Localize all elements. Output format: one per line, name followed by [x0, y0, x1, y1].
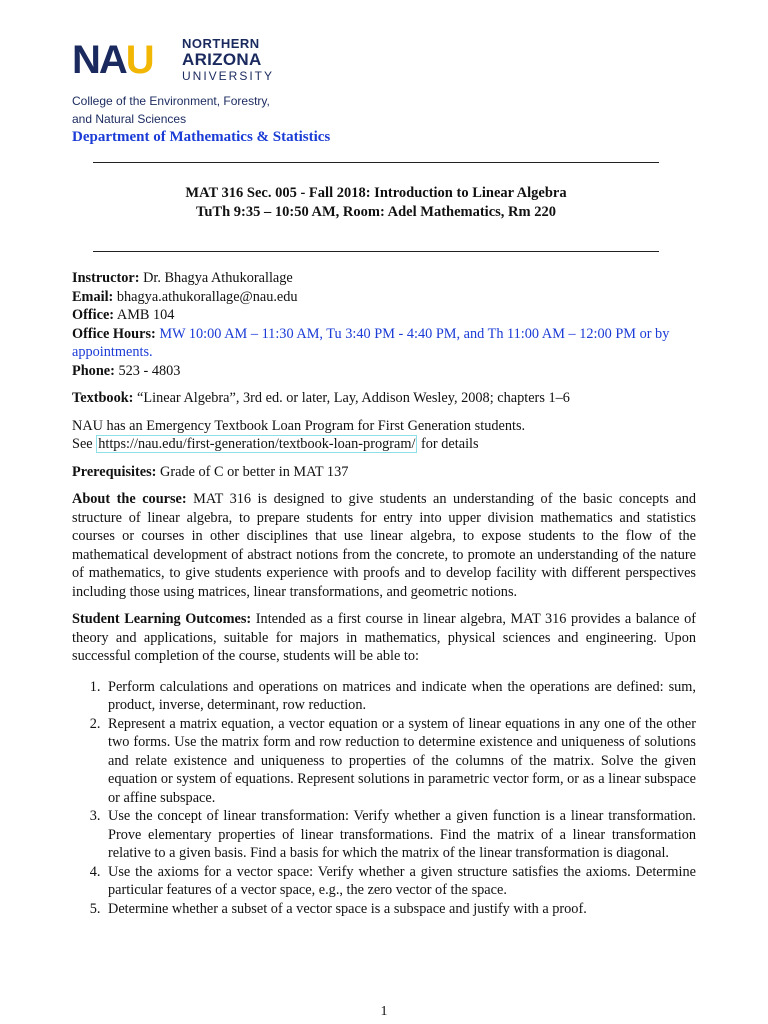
learning-outcomes-paragraph [72, 610, 696, 666]
list-item: 1. Perform calculations and operations on matrices and indicate when the operations are defined: sum, product, inverse, determinant, row reduction. [104, 678, 696, 715]
header-rule-top [93, 162, 659, 163]
course-schedule-line: TuTh 9:35 – 10:50 AM, Room: Adel Mathematics, Rm 220 [196, 204, 556, 220]
prerequisites-label: Prerequisites: [72, 463, 157, 480]
department-name: Department of Mathematics & Statistics [72, 129, 331, 145]
instructor-label: Instructor: [72, 270, 140, 286]
phone-label: Phone: [72, 362, 115, 379]
learning-outcomes-list [72, 678, 696, 919]
nau-logo-mark [72, 38, 153, 82]
course-title [93, 184, 659, 222]
office-value: AMB 104 [114, 307, 175, 323]
header-rule-bottom [93, 251, 659, 252]
instructor-row [72, 269, 696, 288]
nau-logo-wordmark [182, 36, 274, 84]
loan-after-text: for details [417, 436, 479, 452]
logo-mark-suffix: U [125, 38, 153, 82]
learning-outcomes-label: Student Learning Outcomes: [72, 611, 252, 627]
course-title-line: MAT 316 Sec. 005 - Fall 2018: Introduction to Linear Algebra [185, 185, 567, 201]
prerequisites-value: Grade of C or better in MAT 137 [156, 463, 349, 480]
college-name [72, 92, 270, 128]
prerequisites-row [72, 463, 696, 482]
email-value[interactable]: bhagya.athukorallage@nau.edu [113, 288, 298, 305]
about-course-text: MAT 316 is designed to give students an understanding of the basic concepts and structure of linear algebra, to prepare students for entry into upper division mathematics and statistics courses or courses in other disciplines that use linear algebra, to expose students to the flow of the mathematical development of abstract notions from the concrete, to promote an understanding of the nature of mathematics, to give students experience with proofs and to develop facility with different perspectives including those using matrices, linear transformations, and geometric notions. [72, 491, 696, 600]
email-label: Email: [72, 288, 114, 305]
nau-logo [72, 36, 312, 88]
learning-outcomes-intro: Intended as a first course in linear algebra, MAT 316 provides a balance of theory and applications, suitable for majors in mathematics, physical sciences and engineering. Upon successful completion of the course, students will be able to: [72, 611, 696, 664]
list-item: 2. Represent a matrix equation, a vector equation or a system of linear equations in any one of the other two forms. Use the matrix form and row reduction to determine existence and uniqueness of solutions and relate existence and uniqueness to properties of the columns of the matrix. Solve the given equation or system of equations. Represent solutions in parametric vector form, or as a linear subspace or affine subspace. [104, 715, 696, 808]
phone-row [72, 362, 696, 381]
logo-line-northern: NORTHERN [182, 36, 260, 51]
loan-program-line: NAU has an Emergency Textbook Loan Program for First Generation students. [72, 417, 526, 434]
logo-mark-prefix: NA [72, 38, 126, 82]
loan-program-link-row [72, 435, 696, 454]
textbook-value: “Linear Algebra”, 3rd ed. or later, Lay, Addison Wesley, 2008; chapters 1–6 [133, 390, 570, 406]
textbook-label: Textbook: [72, 390, 134, 406]
list-item: 3. Use the concept of linear transformation: Verify whether a given function is a linear transformation. Prove elementary properties of linear transformations. Find the matrix of a linear transformation relative to a given basis. Find a basis for which the matrix of the linear transformation is diagonal. [104, 807, 696, 863]
about-course-paragraph [72, 490, 696, 601]
page-number: 1 [380, 1004, 388, 1019]
textbook-loan-link[interactable]: https://nau.edu/first-generation/textbook-loan-program/ [98, 436, 416, 452]
office-hours-row [72, 325, 696, 362]
office-hours-label: Office Hours: [72, 325, 156, 342]
textbook-row [72, 389, 696, 408]
list-item: 5. Determine whether a subset of a vector space is a subspace and justify with a proof. [104, 900, 696, 919]
about-course-label: About the course: [72, 491, 187, 507]
syllabus-body [72, 269, 696, 918]
office-label: Office: [72, 307, 115, 323]
instructor-value: Dr. Bhagya Athukorallage [139, 270, 293, 286]
list-item: 4. Use the axioms for a vector space: Verify whether a given structure satisfies the axioms. Determine particular features of a vector space, e.g., the zero vector of the space. [104, 863, 696, 900]
loan-see-text: See [72, 436, 97, 452]
logo-line-arizona: ARIZONA [182, 50, 262, 69]
college-line-1: College of the Environment, Forestry, [72, 94, 270, 108]
email-row [72, 288, 696, 307]
college-line-2: and Natural Sciences [72, 112, 187, 126]
phone-value: 523 - 4803 [114, 362, 181, 379]
logo-line-university: UNIVERSITY [182, 69, 275, 83]
office-row [72, 306, 696, 325]
office-hours-value: MW 10:00 AM – 11:30 AM, Tu 3:40 PM - 4:40 PM, and Th 11:00 AM – 12:00 PM or by appointments. [72, 325, 670, 360]
